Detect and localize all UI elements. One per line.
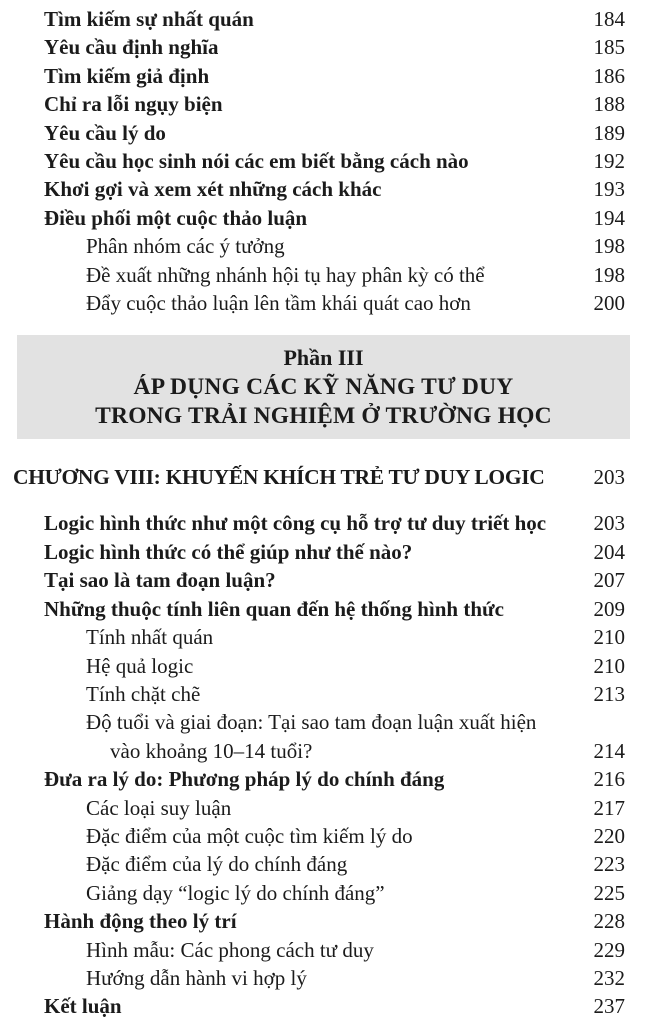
toc-entry bbox=[0, 232, 652, 260]
toc-entry bbox=[0, 595, 652, 623]
toc-entry-title: Logic hình thức có thể giúp như thế nào? bbox=[44, 539, 413, 564]
toc-entry-title: Đẩy cuộc thảo luận lên tầm khái quát cao hơn bbox=[86, 291, 471, 316]
toc-entry-page: 237 bbox=[593, 994, 625, 1019]
chapter-page-number: 203 bbox=[593, 465, 625, 490]
toc-entry-title: Đặc điểm của một cuộc tìm kiếm lý do bbox=[86, 823, 413, 848]
chapter-title: CHƯƠNG VIII: KHUYẾN KHÍCH TRẺ TƯ DUY LOGIC bbox=[13, 465, 545, 490]
toc-entry bbox=[0, 964, 652, 992]
toc-entry bbox=[0, 538, 652, 566]
toc-entry bbox=[0, 90, 652, 118]
toc-entry bbox=[0, 652, 652, 680]
toc-entry-page: 217 bbox=[593, 795, 625, 820]
toc-entry-title: Hình mẫu: Các phong cách tư duy bbox=[86, 937, 374, 962]
toc-entry-title: Tìm kiếm giả định bbox=[44, 63, 210, 88]
toc-entry-page: 214 bbox=[593, 738, 625, 763]
toc-entry bbox=[0, 623, 652, 651]
toc-entry-page: 232 bbox=[593, 965, 625, 990]
toc-entry-page: 229 bbox=[593, 937, 625, 962]
toc-entry-title: Tìm kiếm sự nhất quán bbox=[44, 7, 254, 31]
toc-entry-page: 200 bbox=[593, 291, 625, 316]
toc-entry-page: 189 bbox=[593, 120, 625, 145]
toc-entry-title: Đặc điểm của lý do chính đáng bbox=[86, 852, 348, 877]
toc-entry bbox=[0, 680, 652, 708]
toc-entry bbox=[0, 765, 652, 793]
toc-entry-title: Hành động theo lý trí bbox=[44, 909, 237, 934]
toc-entry bbox=[0, 175, 652, 203]
toc-entry-title: Tính nhất quán bbox=[86, 625, 214, 650]
toc-entry-title: Đề xuất những nhánh hội tụ hay phân kỳ có thể bbox=[86, 262, 485, 287]
toc-entry-page: 210 bbox=[593, 653, 625, 678]
part-number: Phần III bbox=[283, 345, 364, 371]
toc-entry bbox=[0, 794, 652, 822]
toc-entry-title: Điều phối một cuộc thảo luận bbox=[44, 205, 308, 230]
toc-entry-title: Yêu cầu học sinh nói các em biết bằng cách nào bbox=[44, 149, 469, 174]
chapter-heading-row bbox=[0, 465, 652, 490]
toc-entry-page: 225 bbox=[593, 880, 625, 905]
toc-entry bbox=[0, 119, 652, 147]
toc-entry bbox=[0, 936, 652, 964]
toc-entry-title: Kết luận bbox=[44, 994, 122, 1019]
toc-entry-page: 207 bbox=[593, 568, 625, 593]
toc-entry bbox=[0, 509, 652, 537]
toc-entry-page: 228 bbox=[593, 909, 625, 934]
toc-entry-title: Logic hình thức như một công cụ hỗ trợ tư duy triết học bbox=[44, 511, 547, 536]
toc-entry-page: 185 bbox=[593, 35, 625, 60]
toc-entry bbox=[0, 708, 652, 736]
toc-entry-title: Tại sao là tam đoạn luận? bbox=[44, 568, 276, 593]
toc-entry-page: 188 bbox=[593, 92, 625, 117]
toc-entry-page: 204 bbox=[593, 539, 625, 564]
toc-entry bbox=[0, 850, 652, 878]
toc-entry-page: 213 bbox=[593, 681, 625, 706]
toc-entry bbox=[0, 5, 652, 33]
toc-entry-page: 209 bbox=[593, 596, 625, 621]
toc-entry-title: Khơi gợi và xem xét những cách khác bbox=[44, 177, 382, 202]
toc-entry-page: 223 bbox=[593, 852, 625, 877]
toc-entry bbox=[0, 737, 652, 765]
toc-entry-title: vào khoảng 10–14 tuổi? bbox=[110, 738, 313, 763]
toc-entry-title: Chỉ ra lỗi ngụy biện bbox=[44, 92, 223, 117]
toc-entry-title: Những thuộc tính liên quan đến hệ thống hình thức bbox=[44, 596, 504, 621]
toc-entry bbox=[0, 261, 652, 289]
toc-entry-title: Hệ quả logic bbox=[86, 653, 194, 678]
part-title-line2: TRONG TRẢI NGHIỆM Ở TRƯỜNG HỌC bbox=[95, 403, 552, 430]
toc-entry-title: Đưa ra lý do: Phương pháp lý do chính đáng bbox=[44, 767, 445, 792]
toc-entry-page: 194 bbox=[593, 205, 625, 230]
toc-entry-page: 210 bbox=[593, 625, 625, 650]
toc-entry bbox=[0, 822, 652, 850]
toc-entry bbox=[0, 879, 652, 907]
toc-entry-title: Các loại suy luận bbox=[86, 795, 232, 820]
toc-entry-title: Tính chặt chẽ bbox=[86, 681, 201, 706]
toc-entry-page: 203 bbox=[593, 511, 625, 536]
toc-entry bbox=[0, 566, 652, 594]
toc-entry bbox=[0, 907, 652, 935]
toc-entry bbox=[0, 289, 652, 317]
toc-entry bbox=[0, 62, 652, 90]
part-title-line1: ÁP DỤNG CÁC KỸ NĂNG TƯ DUY bbox=[133, 374, 514, 401]
toc-entry-title: Độ tuổi và giai đoạn: Tại sao tam đoạn luận xuất hiện bbox=[86, 710, 537, 735]
toc-entry-page: 192 bbox=[593, 149, 625, 174]
toc-entry-page: 220 bbox=[593, 823, 625, 848]
toc-entry-page: 186 bbox=[593, 63, 625, 88]
toc-section-top bbox=[0, 0, 652, 317]
toc-entry-title: Yêu cầu định nghĩa bbox=[44, 35, 219, 60]
toc-entry-page: 198 bbox=[593, 262, 625, 287]
toc-entry-page: 184 bbox=[593, 7, 625, 31]
toc-entry bbox=[0, 204, 652, 232]
part-header-box bbox=[17, 335, 630, 439]
toc-entry-title: Yêu cầu lý do bbox=[44, 120, 166, 145]
toc-entry-page: 216 bbox=[593, 767, 625, 792]
toc-entry bbox=[0, 33, 652, 61]
toc-entry-page: 193 bbox=[593, 177, 625, 202]
toc-entry-title: Phân nhóm các ý tưởng bbox=[86, 234, 285, 259]
toc-entry-page: 198 bbox=[593, 234, 625, 259]
toc-entry-title: Giảng dạy “logic lý do chính đáng” bbox=[86, 880, 385, 905]
toc-entry bbox=[0, 992, 652, 1020]
toc-entry bbox=[0, 147, 652, 175]
toc-section-bottom bbox=[0, 490, 652, 1020]
toc-entry-title: Hướng dẫn hành vi hợp lý bbox=[86, 965, 307, 990]
